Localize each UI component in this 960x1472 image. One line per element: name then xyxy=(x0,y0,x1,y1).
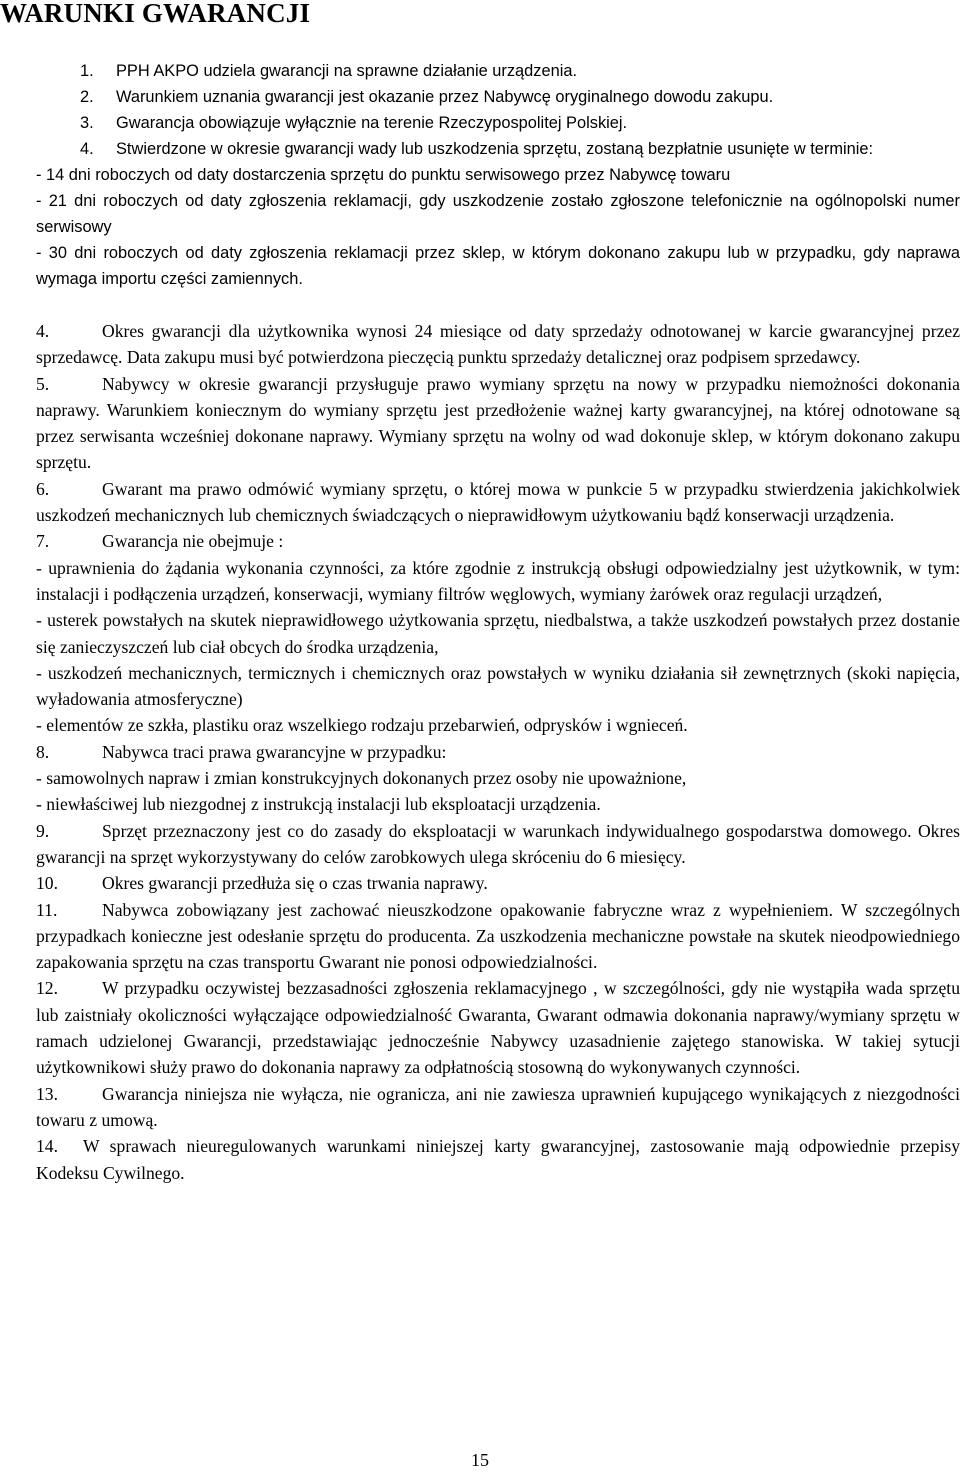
sub-item: - elementów ze szkła, plastiku oraz wszelkiego rodzaju przebarwień, odprysków i wgnieceń. xyxy=(36,715,688,736)
item-text: PPH AKPO udziela gwarancji na sprawne działanie urządzenia. xyxy=(116,62,578,80)
item-text: Nabywca zobowiązany jest zachować nieuszkodzone opakowanie fabryczne wraz z wypełnieniem. W szczególnych przypadkach konieczne jest odesłanie sprzętu do producenta. Za uszkodzenia mechaniczne powstałe na skutek nieodpowiedniego zapakowania sprzętu na czas transportu Gwarant nie ponosi odpowiedzialności. xyxy=(36,899,960,973)
item-text: W sprawach nieuregulowanych warunkami niniejszej karty gwarancyjnej, zastosowanie mają odpowiednie przepisy Kodeksu Cywilnego. xyxy=(36,1136,960,1183)
item-text: Gwarancja nie obejmuje : xyxy=(102,531,284,552)
item-number: 11. xyxy=(36,899,58,920)
list-item xyxy=(0,110,960,136)
item-number: 7. xyxy=(36,531,50,552)
item-text: Nabywca traci prawa gwarancyjne w przypadku: xyxy=(102,741,447,762)
list-item xyxy=(0,84,960,110)
item-text: Gwarancja obowiązuje wyłącznie na terenie Rzeczypospolitej Polskiej. xyxy=(116,114,628,132)
item-number: 8. xyxy=(36,741,50,762)
list-item xyxy=(36,476,960,529)
document-title: WARUNKI GWARANCJI xyxy=(0,0,311,28)
item-text: Gwarancja niniejsza nie wyłącza, nie ogranicza, ani nie zawiesza uprawnień kupującego wynikających z niezgodności towaru z umową. xyxy=(36,1083,960,1130)
sub-item: - uprawnienia do żądania wykonania czynności, za które zgodnie z instrukcją obsługi odpowiedzialny jest użytkownik, w tym: instalacji i podłączenia urządzeń, konserwacji, wymiany filtrów węglowych, wymiany żarówek oraz regulacji urządzeń, xyxy=(36,557,960,604)
list-item xyxy=(36,1081,960,1134)
sub-item: - niewłaściwej lub niezgodnej z instrukcją instalacji lub eksploatacji urządzenia. xyxy=(36,794,601,815)
repair-terms xyxy=(36,162,960,292)
list-item xyxy=(36,739,960,765)
item-text: Warunkiem uznania gwarancji jest okazanie przez Nabywcę oryginalnego dowodu zakupu. xyxy=(116,88,774,106)
list-item xyxy=(36,897,960,976)
item-number: 10. xyxy=(36,873,58,894)
item-number: 6. xyxy=(36,478,50,499)
list-item xyxy=(36,318,960,371)
list-item xyxy=(36,818,960,871)
list-item xyxy=(36,1133,960,1186)
list-item xyxy=(36,528,960,554)
item-text: Sprzęt przeznaczony jest co do zasady do eksploatacji w warunkach indywidualnego gospodarstwa domowego. Okres gwarancji na sprzęt wykorzystywany do celów zarobkowych ulega skróceniu do 6 miesięcy. xyxy=(36,820,960,867)
item-number: 1. xyxy=(80,62,94,80)
term-item: - 14 dni roboczych od daty dostarczenia sprzętu do punktu serwisowego przez Nabywcę towaru xyxy=(36,166,731,184)
list-item xyxy=(36,371,960,476)
item-number: 14. xyxy=(36,1136,58,1157)
item-number: 4. xyxy=(80,140,94,158)
item-text: Okres gwarancji dla użytkownika wynosi 24 miesiące od daty sprzedaży odnotowanej w karcie gwarancyjnej przez sprzedawcę. Data zakupu musi być potwierdzona pieczęcią punktu sprzedaży detalicznej oraz podpisem sprzedawcy. xyxy=(36,321,960,368)
list-item xyxy=(36,870,960,896)
list-item xyxy=(0,58,960,84)
item-number: 12. xyxy=(36,978,58,999)
sub-item: - usterek powstałych na skutek nieprawidłowego użytkowania sprzętu, niedbalstwa, a także uszkodzeń powstałych przez dostanie się zanieczyszczeń lub ciał obcych do środka urządzenia, xyxy=(36,610,960,657)
item-number: 2. xyxy=(80,88,94,106)
item-text: Gwarant ma prawo odmówić wymiany sprzętu, o której mowa w punkcie 5 w przypadku stwierdzenia jakichkolwiek uszkodzeń mechanicznych lub chemicznych świadczących o nieprawidłowym użytkowaniu bądź konserwacji urządzenia. xyxy=(36,478,960,526)
item-number: 9. xyxy=(36,820,50,841)
intro-list xyxy=(0,58,960,292)
item-text: Nabywcy w okresie gwarancji przysługuje prawo wymiany sprzętu na nowy w przypadku niemożności dokonania naprawy. Warunkiem koniecznym do wymiany sprzętu jest przedłożenie ważnej karty gwarancyjnej, na której odnotowane są przez serwisanta wcześniej dokonane naprawy. Wymiany sprzętu na wolny od wad dokonuje sklep, w którym dokonano zakupu sprzętu. xyxy=(36,373,960,473)
list-item xyxy=(0,136,960,162)
item-text: Stwierdzone w okresie gwarancji wady lub uszkodzenia sprzętu, zostaną bezpłatnie usunięte w terminie: xyxy=(116,140,874,158)
term-item: - 30 dni roboczych od daty zgłoszenia reklamacji przez sklep, w którym dokonano zakupu lub w przypadku, gdy naprawa wymaga importu części zamiennych. xyxy=(36,244,960,288)
item-text: W przypadku oczywistej bezzasadności zgłoszenia reklamacyjnego , w szczególności, gdy nie wystąpiła wada sprzętu lub zaistniały okoliczności wyłączające odpowiedzialność Gwaranta, Gwarant odmawia dokonania naprawy/wymiany sprzętu w ramach udzielonej Gwarancji, przedstawiając jednocześnie Nabywcy uzasadnienie zajętego stanowiska. W takiej sytucji użytkownikowi służy prawo do dokonania naprawy za odpłatnością stosowną do wykonywanych czynności. xyxy=(36,978,960,1078)
item-number: 4. xyxy=(36,321,50,341)
item-number: 13. xyxy=(36,1083,58,1104)
term-item: - 21 dni roboczych od daty zgłoszenia reklamacji, gdy uszkodzenie zostało zgłoszone telefonicznie na ogólnopolski numer serwisowy xyxy=(36,192,960,236)
item-text: Okres gwarancji przedłuża się o czas trwania naprawy. xyxy=(102,873,488,894)
item-number: 5. xyxy=(36,373,50,394)
sub-item: - samowolnych napraw i zmian konstrukcyjnych dokonanych przez osoby nie upoważnione, xyxy=(36,768,687,789)
conditions-list xyxy=(36,318,960,1186)
page-number: 15 xyxy=(471,1450,489,1470)
sub-item: - uszkodzeń mechanicznych, termicznych i chemicznych oraz powstałych w wyniku działania sił zewnętrznych (skoki napięcia, wyładowania atmosferyczne) xyxy=(36,662,960,710)
item-number: 3. xyxy=(80,114,94,132)
list-item xyxy=(36,975,960,1080)
